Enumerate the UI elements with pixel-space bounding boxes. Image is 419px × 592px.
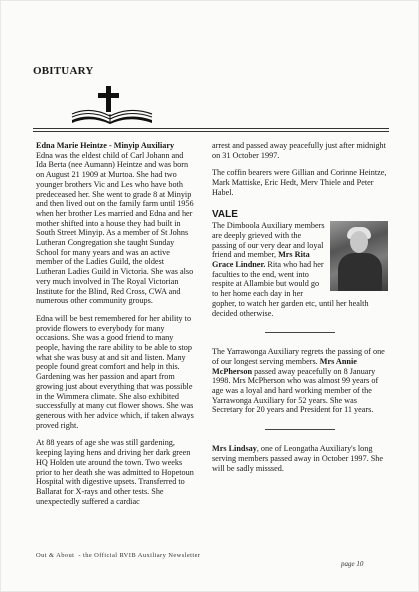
yarrawonga-notice <box>212 347 388 415</box>
paragraph: The coffin bearers were Gillian and Corinne Heintze, Mark Mattiske, Eric Hedt, Merv Thiele and Peter Habel. <box>212 168 387 197</box>
article-body <box>36 141 194 306</box>
section-heading: VALE <box>212 208 238 220</box>
left-column <box>36 141 194 514</box>
paragraph: arrest and passed away peacefully just after midnight on 31 October 1997. <box>212 141 386 160</box>
short-divider <box>265 429 335 430</box>
page-heading: OBITUARY <box>33 65 94 77</box>
dimboola-notice <box>212 221 388 318</box>
person-name: Mrs Lindsay <box>212 444 257 454</box>
paragraph: At 88 years of age she was still gardening, keeping laying hens and driving her dark green HQ Holden ute around the town. Two weeks prior to her death she was admitted to Hopetoun Hospital with digestive upsets. Transferred to Ballarat for X-rays and other tests. She unexpectedly suffered a cardiac <box>36 438 194 506</box>
paragraph: Edna will be best remembered for her ability to provide flowers to everybody for many occasions. She was a good friend to many people, having the rare ability to be able to stop what she was busy at and sit and listen. Many people found great comfort and help in this. Gardening was her passion and apart from growing just about everything that was possible in the Wimmera climate. She also exhibited successfully at many cut flower shows. She was generous with her advice which, if taken always proved right. <box>36 313 194 430</box>
paragraph-text: The Yarrawonga Auxiliary regrets the passing of one of our longest serving members. <box>212 347 385 366</box>
right-column <box>212 141 388 481</box>
paragraph: Edna was the eldest child of Carl Johann and Ida Berta (nee Aumann) Heintze and was born on August 21 1909 at Murtoa. She had two younger brothers Vic and Les who have both predeceased her. She went to grade 8 at Minyip and then lived out on the family farm until 1956 when her brother Les married and Edna and her mother shifted into a house they had built in South Street Minyip. As a member of St Johns Lutheran Congregation she taught Sunday School for many years and was an active member of the Ladies Guild, the oldest Lutheran Ladies Guild in Victoria. She was also very much involved in The Royal Victorian Institute for the Blind, Red Cross, CWA and numerous other community groups. <box>36 150 194 306</box>
cross-book-emblem <box>70 84 154 126</box>
paragraph-text: passed away peacefully on 8 January 1998. Mrs McPherson who was almost 99 years of age was a loyal and hard working member of the Yarrawonga Auxiliary for 52 years. She was Secretary for 20 years and President for 11 years. <box>212 366 379 415</box>
leongatha-notice <box>212 444 388 473</box>
article-title: Edna Marie Heintze - Minyip Auxiliary <box>36 141 175 150</box>
divider-line <box>33 131 389 132</box>
footer-text: Out & About - the Official RVIB Auxiliary Newsletter <box>36 552 201 559</box>
paragraph-text: The Dimboola Auxiliary members are deeply grieved with the passing of our very dear and loyal friend and member, <box>212 221 325 260</box>
person-name: Mrs Annie McPherson <box>212 356 357 376</box>
page-number: page 10 <box>341 560 364 568</box>
portrait-photo <box>330 221 388 291</box>
divider-line <box>33 128 389 129</box>
paragraph-text: Rita who had her faculties to the end, went into respite at Allambie but would go to her home each day in her gopher, to watch her garden etc, until her health decided otherwise. <box>212 260 369 318</box>
person-name: Mrs Rita Grace Lindner. <box>212 250 310 270</box>
paragraph-text: , one of Leongatha Auxiliary's long serving members passed away in October 1997. She will be sadly misssed. <box>212 444 383 473</box>
short-divider <box>265 332 335 333</box>
